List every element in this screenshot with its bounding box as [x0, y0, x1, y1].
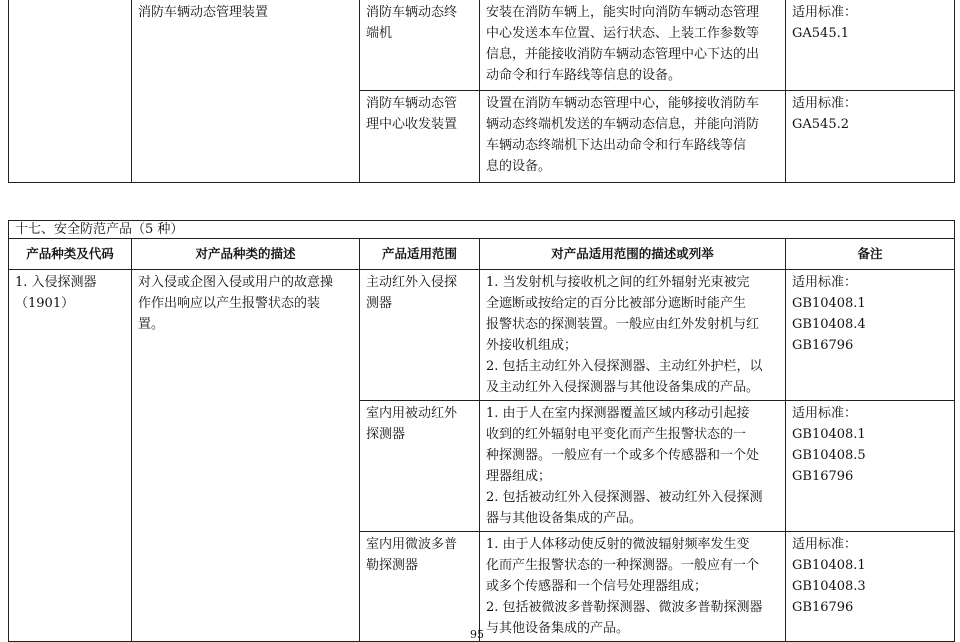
column-header: 产品种类及代码 — [9, 239, 132, 270]
column-header: 备注 — [786, 239, 955, 270]
category-description-cell: 对入侵或企图入侵或用户的故意操 作作出响应以产生报警状态的装 置。 — [132, 270, 360, 642]
description-cell: 1. 由于人在室内探测器覆盖区域内移动引起接 收到的红外辐射电平变化而产生报警状态的一 种探测器。一般应有一个或多个传感器和一个处 理器组成； 2. 包括被动红外入侵探测器、被动红外入侵探测 器与其他设备集成的产品。 — [480, 401, 786, 532]
product-range-cell: 消防车辆动态终 端机 — [360, 0, 480, 91]
empty-category-cell — [9, 0, 132, 183]
section-title: 十七、安全防范产品（5 种） — [9, 221, 955, 239]
continued-product-table — [8, 0, 955, 183]
column-header: 对产品种类的描述 — [132, 239, 360, 270]
remark-cell: 适用标准： GB10408.1 GB10408.5 GB16796 — [786, 401, 955, 532]
product-range-cell: 主动红外入侵探 测器 — [360, 270, 480, 401]
table-row — [9, 270, 955, 401]
column-header: 产品适用范围 — [360, 239, 480, 270]
section-title-row — [9, 221, 955, 239]
remark-cell: 适用标准： GB10408.1 GB10408.4 GB16796 — [786, 270, 955, 401]
product-range-cell: 室内用微波多普 勒探测器 — [360, 532, 480, 642]
description-cell: 1. 由于人体移动使反射的微波辐射频率发生变 化而产生报警状态的一种探测器。一般应有一个 或多个传感器和一个信号处理器组成； 2. 包括被微波多普勒探测器、微波多普勒探测器 与其他设备集成的产品。 — [480, 532, 786, 642]
description-cell: 1. 当发射机与接收机之间的红外辐射光束被完 全遮断或按给定的百分比被部分遮断时能产生 报警状态的探测装置。一般应由红外发射机与红 外接收机组成； 2. 包括主动红外入侵探测器、主动红外护栏，以 及主动红外入侵探测器与其他设备集成的产品。 — [480, 270, 786, 401]
page-number: 95 — [470, 628, 484, 641]
table-row — [9, 0, 955, 91]
remark-cell: 适用标准： GA545.1 — [786, 0, 955, 91]
category-description-cell: 消防车辆动态管理装置 — [132, 0, 360, 183]
product-range-cell: 消防车辆动态管 理中心收发装置 — [360, 91, 480, 183]
security-products-table — [8, 220, 955, 642]
header-row — [9, 239, 955, 270]
description-cell: 安装在消防车辆上，能实时向消防车辆动态管理 中心发送本车位置、运行状态、上装工作参数等 信息，并能接收消防车辆动态管理中心下达的出 动命令和行车路线等信息的设备。 — [480, 0, 786, 91]
description-cell: 设置在消防车辆动态管理中心，能够接收消防车 辆动态终端机发送的车辆动态信息，并能向消防 车辆动态终端机下达出动命令和行车路线等信 息的设备。 — [480, 91, 786, 183]
remark-cell: 适用标准： GA545.2 — [786, 91, 955, 183]
category-cell: 1. 入侵探测器 （1901） — [9, 270, 132, 642]
product-range-cell: 室内用被动红外 探测器 — [360, 401, 480, 532]
remark-cell: 适用标准： GB10408.1 GB10408.3 GB16796 — [786, 532, 955, 642]
column-header: 对产品适用范围的描述或列举 — [480, 239, 786, 270]
